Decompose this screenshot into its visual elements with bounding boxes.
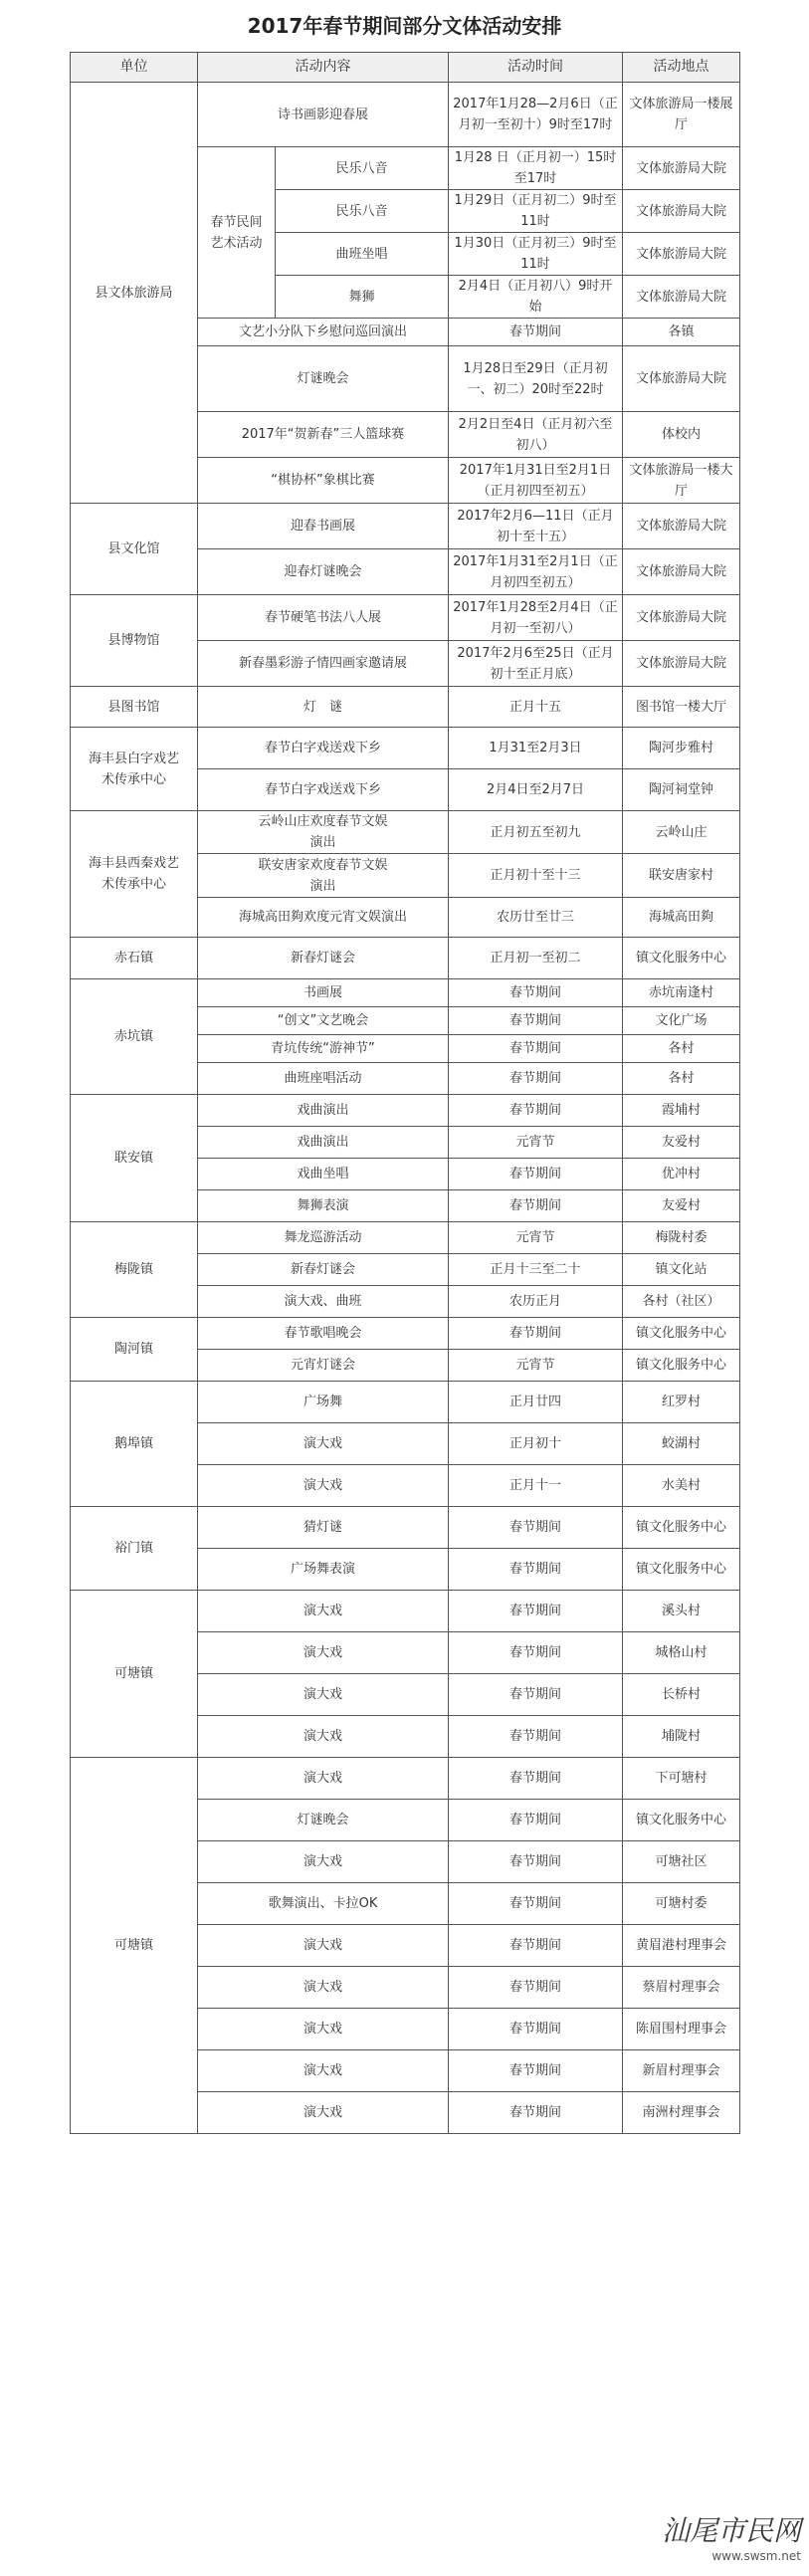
time-cell: 2017年2月6—11日（正月初十至十五）	[449, 504, 623, 549]
unit-cell: 县博物馆	[71, 595, 198, 687]
time-cell: 春节期间	[449, 979, 623, 1007]
time-cell: 正月十五	[449, 687, 623, 728]
unit-cell: 梅陇镇	[71, 1222, 198, 1318]
header-time: 活动时间	[449, 53, 623, 83]
place-cell: 下可塘村	[623, 1758, 740, 1800]
place-cell: 体校内	[623, 412, 740, 458]
time-cell: 2017年2月6至25日（正月初十至正月底）	[449, 641, 623, 687]
time-cell: 春节期间	[449, 1632, 623, 1674]
content-cell: 2017年“贺新春”三人篮球赛	[198, 412, 449, 458]
place-cell: 黄眉港村理事会	[623, 1925, 740, 1967]
place-cell: 镇文化站	[623, 1254, 740, 1286]
unit-cell: 海丰县西秦戏艺术传承中心	[71, 811, 198, 938]
time-cell: 2017年1月31至2月1日（正月初四至初五）	[449, 549, 623, 595]
place-cell: 文体旅游局大院	[623, 147, 740, 190]
content-cell: 舞狮	[276, 276, 449, 319]
place-cell: 文体旅游局大院	[623, 190, 740, 233]
content-cell: 灯谜晚会	[198, 346, 449, 412]
time-cell: 农历廿至廿三	[449, 898, 623, 938]
place-cell: 文体旅游局大院	[623, 641, 740, 687]
place-cell: 红罗村	[623, 1382, 740, 1423]
time-cell: 春节期间	[449, 1967, 623, 2009]
time-cell: 正月廿四	[449, 1382, 623, 1423]
time-cell: 春节期间	[449, 1674, 623, 1716]
table-row	[71, 1758, 740, 1800]
place-cell: 优冲村	[623, 1159, 740, 1190]
time-cell: 2017年1月28至2月4日（正月初一至初八）	[449, 595, 623, 641]
unit-cell: 县图书馆	[71, 687, 198, 728]
content-cell: 演大戏	[198, 1423, 449, 1465]
header-content: 活动内容	[198, 53, 449, 83]
unit-cell: 县文化馆	[71, 504, 198, 595]
watermark-url: www.swsm.net	[711, 2549, 801, 2563]
place-cell: 各村（社区）	[623, 1286, 740, 1318]
table-row	[71, 687, 740, 728]
unit-cell: 可塘镇	[71, 1591, 198, 1758]
unit-cell: 裕门镇	[71, 1507, 198, 1591]
site-watermark	[642, 2514, 801, 2572]
content-cell: 戏曲坐唱	[198, 1159, 449, 1190]
time-cell: 正月十一	[449, 1465, 623, 1507]
place-cell: 图书馆一楼大厅	[623, 687, 740, 728]
content-cell: 春节白字戏送戏下乡	[198, 769, 449, 811]
place-cell: 文体旅游局大院	[623, 504, 740, 549]
content-cell: 文艺小分队下乡慰问巡回演出	[198, 319, 449, 346]
time-cell: 春节期间	[449, 1925, 623, 1967]
content-cell: 舞狮表演	[198, 1190, 449, 1222]
content-cell: “创文”文艺晚会	[198, 1007, 449, 1035]
time-cell: 春节期间	[449, 2050, 623, 2092]
place-cell: 可塘社区	[623, 1841, 740, 1883]
place-cell: 长桥村	[623, 1674, 740, 1716]
place-cell: 镇文化服务中心	[623, 1800, 740, 1841]
header-place: 活动地点	[623, 53, 740, 83]
time-cell: 2月2日至4日（正月初六至初八）	[449, 412, 623, 458]
time-cell: 农历正月	[449, 1286, 623, 1318]
time-cell: 春节期间	[449, 2009, 623, 2050]
time-cell: 正月初一至初二	[449, 938, 623, 979]
header-unit: 单位	[71, 53, 198, 83]
time-cell: 2017年1月28—2月6日（正月初一至初十）9时至17时	[449, 83, 623, 147]
place-cell: 蔡眉村理事会	[623, 1967, 740, 2009]
content-cell: 演大戏	[198, 1758, 449, 1800]
content-cell: 演大戏	[198, 2009, 449, 2050]
content-cell: 灯谜晚会	[198, 1800, 449, 1841]
content-cell: 迎春灯谜晚会	[198, 549, 449, 595]
place-cell: 文体旅游局大院	[623, 346, 740, 412]
place-cell: 梅陇村委	[623, 1222, 740, 1254]
content-cell: 诗书画影迎春展	[198, 83, 449, 147]
place-cell: 镇文化服务中心	[623, 938, 740, 979]
content-cell: “棋协杯”象棋比赛	[198, 458, 449, 504]
place-cell: 霞埔村	[623, 1095, 740, 1127]
content-cell: 曲班坐唱	[276, 233, 449, 276]
page-title: 2017年春节期间部分文体活动安排	[247, 14, 562, 38]
content-cell: 新春墨彩游子情四画家邀请展	[198, 641, 449, 687]
content-cell: 演大戏	[198, 2092, 449, 2134]
time-cell: 正月初五至初九	[449, 811, 623, 854]
time-cell: 春节期间	[449, 1318, 623, 1350]
time-cell: 春节期间	[449, 1007, 623, 1035]
content-cell: 书画展	[198, 979, 449, 1007]
time-cell: 春节期间	[449, 1035, 623, 1063]
time-cell: 春节期间	[449, 1159, 623, 1190]
content-cell: 演大戏	[198, 1591, 449, 1632]
place-cell: 海城高田夠	[623, 898, 740, 938]
place-cell: 镇文化服务中心	[623, 1350, 740, 1382]
table-header-row	[71, 53, 740, 83]
place-cell: 陈眉围村理事会	[623, 2009, 740, 2050]
time-cell: 春节期间	[449, 1883, 623, 1925]
unit-cell: 联安镇	[71, 1095, 198, 1222]
content-cell: 广场舞表演	[198, 1549, 449, 1591]
content-cell: 演大戏	[198, 1632, 449, 1674]
time-cell: 2月4日（正月初八）9时开始	[449, 276, 623, 319]
place-cell: 各村	[623, 1063, 740, 1095]
content-cell: 歌舞演出、卡拉OK	[198, 1883, 449, 1925]
time-cell: 春节期间	[449, 1549, 623, 1591]
table-row	[71, 1382, 740, 1423]
content-cell: 云岭山庄欢度春节文娱演出	[198, 811, 449, 854]
place-cell: 云岭山庄	[623, 811, 740, 854]
time-cell: 春节期间	[449, 1716, 623, 1758]
table-row	[71, 1318, 740, 1350]
table-row	[71, 728, 740, 769]
content-cell: 演大戏	[198, 1716, 449, 1758]
time-cell: 元宵节	[449, 1350, 623, 1382]
content-cell: 演大戏	[198, 1841, 449, 1883]
place-cell: 文体旅游局大院	[623, 276, 740, 319]
unit-cell: 县文体旅游局	[71, 83, 198, 504]
place-cell: 文体旅游局一楼大厅	[623, 458, 740, 504]
place-cell: 镇文化服务中心	[623, 1549, 740, 1591]
place-cell: 镇文化服务中心	[623, 1318, 740, 1350]
content-cell: 演大戏	[198, 2050, 449, 2092]
content-cell: 猜灯谜	[198, 1507, 449, 1549]
activity-table	[70, 52, 740, 2134]
time-cell: 1月29日（正月初二）9时至11时	[449, 190, 623, 233]
place-cell: 溪头村	[623, 1591, 740, 1632]
content-cell: 演大戏	[198, 1925, 449, 1967]
content-cell: 联安唐家欢度春节文娱演出	[198, 854, 449, 898]
time-cell: 1月28日至29日（正月初一、初二）20时至22时	[449, 346, 623, 412]
place-cell: 各镇	[623, 319, 740, 346]
time-cell: 元宵节	[449, 1127, 623, 1159]
content-cell: 青坑传统“游神节”	[198, 1035, 449, 1063]
table-row	[71, 1507, 740, 1549]
time-cell: 2月4日至2月7日	[449, 769, 623, 811]
place-cell: 文体旅游局大院	[623, 549, 740, 595]
time-cell: 元宵节	[449, 1222, 623, 1254]
table-row	[71, 1222, 740, 1254]
time-cell: 春节期间	[449, 1800, 623, 1841]
place-cell: 水美村	[623, 1465, 740, 1507]
time-cell: 春节期间	[449, 1507, 623, 1549]
unit-cell: 赤坑镇	[71, 979, 198, 1095]
time-cell: 春节期间	[449, 319, 623, 346]
time-cell: 春节期间	[449, 2092, 623, 2134]
time-cell: 2017年1月31日至2月1日（正月初四至初五）	[449, 458, 623, 504]
unit-cell: 海丰县白字戏艺术传承中心	[71, 728, 198, 811]
place-cell: 联安唐家村	[623, 854, 740, 898]
place-cell: 城格山村	[623, 1632, 740, 1674]
time-cell: 1月31至2月3日	[449, 728, 623, 769]
table-row	[71, 1591, 740, 1632]
content-cell: 新春灯谜会	[198, 1254, 449, 1286]
place-cell: 文体旅游局大院	[623, 233, 740, 276]
time-cell: 春节期间	[449, 1841, 623, 1883]
content-cell: 新春灯谜会	[198, 938, 449, 979]
content-cell: 民乐八音	[276, 190, 449, 233]
content-cell: 海城高田夠欢度元宵文娱演出	[198, 898, 449, 938]
content-cell: 舞龙巡游活动	[198, 1222, 449, 1254]
place-cell: 文体旅游局大院	[623, 595, 740, 641]
time-cell: 正月初十至十三	[449, 854, 623, 898]
table-row	[71, 979, 740, 1007]
place-cell: 赤坑南逢村	[623, 979, 740, 1007]
content-cell: 春节白字戏送戏下乡	[198, 728, 449, 769]
group-cell: 春节民间艺术活动	[198, 147, 276, 319]
time-cell: 正月十三至二十	[449, 1254, 623, 1286]
table-row	[71, 938, 740, 979]
place-cell: 镇文化服务中心	[623, 1507, 740, 1549]
content-cell: 演大戏	[198, 1674, 449, 1716]
place-cell: 可塘村委	[623, 1883, 740, 1925]
content-cell: 灯 谜	[198, 687, 449, 728]
time-cell: 春节期间	[449, 1095, 623, 1127]
table-row	[71, 595, 740, 641]
place-cell: 南洲村理事会	[623, 2092, 740, 2134]
table-row	[71, 1095, 740, 1127]
place-cell: 陶河祠堂钟	[623, 769, 740, 811]
unit-cell: 鹅埠镇	[71, 1382, 198, 1507]
content-cell: 春节硬笔书法八人展	[198, 595, 449, 641]
table-row	[71, 504, 740, 549]
content-cell: 民乐八音	[276, 147, 449, 190]
content-cell: 春节歌唱晚会	[198, 1318, 449, 1350]
unit-cell: 陶河镇	[71, 1318, 198, 1382]
content-cell: 迎春书画展	[198, 504, 449, 549]
unit-cell: 可塘镇	[71, 1758, 198, 2134]
content-cell: 戏曲演出	[198, 1127, 449, 1159]
place-cell: 埔陇村	[623, 1716, 740, 1758]
watermark-logo-text: 汕尾市民网	[661, 2514, 801, 2547]
place-cell: 各村	[623, 1035, 740, 1063]
place-cell: 文化广场	[623, 1007, 740, 1035]
time-cell: 春节期间	[449, 1190, 623, 1222]
time-cell: 正月初十	[449, 1423, 623, 1465]
unit-cell: 赤石镇	[71, 938, 198, 979]
content-cell: 曲班座唱活动	[198, 1063, 449, 1095]
place-cell: 文体旅游局一楼展厅	[623, 83, 740, 147]
place-cell: 陶河步雅村	[623, 728, 740, 769]
table-row	[71, 811, 740, 854]
time-cell: 1月28 日（正月初一）15时至17时	[449, 147, 623, 190]
time-cell: 春节期间	[449, 1063, 623, 1095]
place-cell: 新眉村理事会	[623, 2050, 740, 2092]
content-cell: 演大戏	[198, 1465, 449, 1507]
content-cell: 广场舞	[198, 1382, 449, 1423]
time-cell: 春节期间	[449, 1758, 623, 1800]
time-cell: 1月30日（正月初三）9时至11时	[449, 233, 623, 276]
time-cell: 春节期间	[449, 1591, 623, 1632]
content-cell: 演大戏	[198, 1967, 449, 2009]
content-cell: 戏曲演出	[198, 1095, 449, 1127]
place-cell: 友爱村	[623, 1127, 740, 1159]
place-cell: 蛟湖村	[623, 1423, 740, 1465]
table-row	[71, 83, 740, 147]
content-cell: 元宵灯谜会	[198, 1350, 449, 1382]
place-cell: 友爱村	[623, 1190, 740, 1222]
content-cell: 演大戏、曲班	[198, 1286, 449, 1318]
